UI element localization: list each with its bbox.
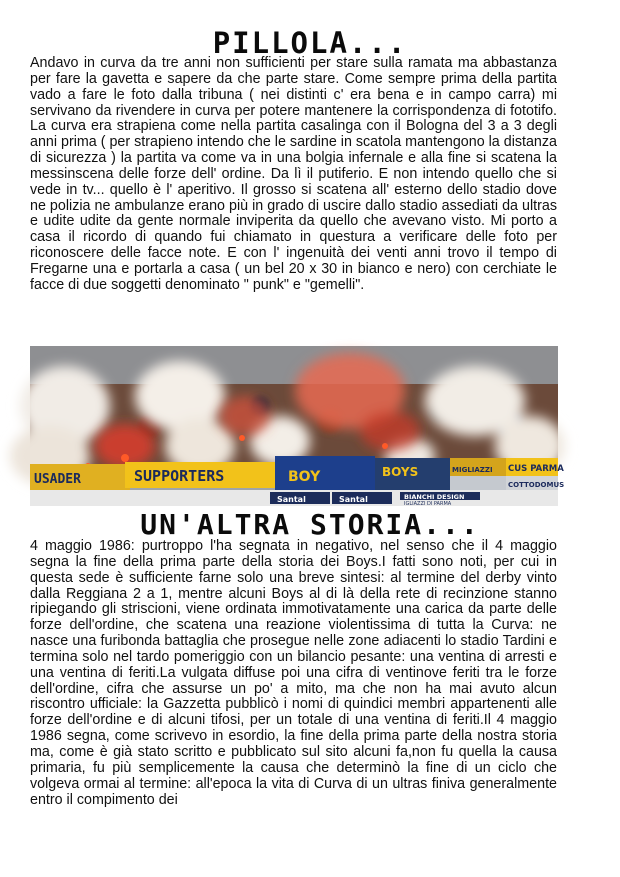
section-title-unaltra-storia: UN'ALTRA STORIA... bbox=[140, 508, 480, 541]
banner-text: CUS PARMA bbox=[508, 464, 564, 474]
banner-text: BOY bbox=[288, 469, 321, 485]
banner-text: MIGLIAZZI bbox=[452, 466, 493, 474]
board-text: Santal bbox=[339, 495, 368, 504]
banner-text: USADER bbox=[34, 472, 81, 487]
section-title-pillola: PILLOLA... bbox=[212, 26, 408, 60]
section-body-pillola: Andavo in curva da tre anni non sufficienti per stare sulla ramata ma abbastanza per fare la gavetta e sapere da che parte stare. Come sempre prima della partita vado a fare le foto dalla tribuna ( nei distinti c' era bena e in campo carra) mi servivano da rivendere in curva per potere mantenere la corrispondenza di fototifo. La curva era strapiena come nella partita casalinga con il Bologna del 3 a 3 degli anni prima ( per strapieno intendo che le sardine in scatola mantengono la distanza di sicurezza ) la partita va come va in una bolgia infernale e alla fine si scatena la messinscena delle forze dell' ordine. Da lì il putiferio. E non intendo quello che si vede in tv... quello è l' aperitivo. Il grosso si scatena all' esterno dello stadio dove ne polizia ne ambulanze erano più in grado di uscire dallo stadio assediati da ultras e udite udite da gente normale inviperita da quello che avevano visto. Mi porto a casa il ricordo di quando fui chiamato in questura a verificare delle foto per riconoscere delle facce note. E con l' ingenuità dei venti anni trovo il tempo di Fregarne una e portarla a casa ( un bel 20 x 30 in bianco e nero) con cerchiate le facce di due soggetti denominato " punk" e "gemelli". bbox=[30, 55, 557, 293]
banner-text: SUPPORTERS bbox=[134, 467, 225, 485]
board-text: BIANCHI DESIGN bbox=[404, 493, 465, 501]
board-text: IGLIAZZI DI PARMA bbox=[404, 501, 452, 507]
stadium-crowd-photo bbox=[30, 346, 565, 507]
section-body-unaltra-storia: 4 maggio 1986: purtroppo l'ha segnata in negativo, nel senso che il 4 maggio segna la fine della prima parte della storia dei Boys.I fatti sono noti, per cui in questa sede è sufficiente farne solo una breve sintesi: al termine del derby vinto dalla Reggiana 2 a 1, mentre alcuni Boys al di là della rete di recinzione stanno ripiegando gli striscioni, viene ordinata immotivatamente una carica da parte delle forze dell'ordine, che scatena una reazione violentissima di tutta la Curva: ne nasce una furibonda battaglia che prosegue nelle zone adiacenti lo stadio Tardini e termina solo nel tardo pomeriggio con un bilancio pesante: una ventina di arresti e una ventina di feriti.La vulgata diffuse poi una cifra di ventinove feriti tra le forze dell'ordine, cifra che assurse un po' a mito, ma che non ha mai avuto alcun riscontro ufficiale: la Gazzetta pubblicò i nomi di quindici membri appartenenti alle forze dell'ordine e di alcuni tifosi, per un totale di una ventina di feriti.Il 4 maggio 1986 segna, come scrivevo in esordio, la fine della prima parte della nostra storia ma, come è già stato scritto e pubblicato sul sito alcuni fa,non fu quella la causa primaria, fu più semplicemente la causa che determinò la fine di un ciclo che volgeva ormai al termine: all'epoca la vita di Curva di un ultras finiva generalmente entro il compimento dei bbox=[30, 538, 557, 808]
banner-text: BOYS bbox=[382, 465, 419, 479]
banner-text: COTTODOMUS bbox=[508, 481, 565, 489]
board-text: Santal bbox=[277, 495, 306, 504]
advertising-boards bbox=[30, 490, 558, 507]
